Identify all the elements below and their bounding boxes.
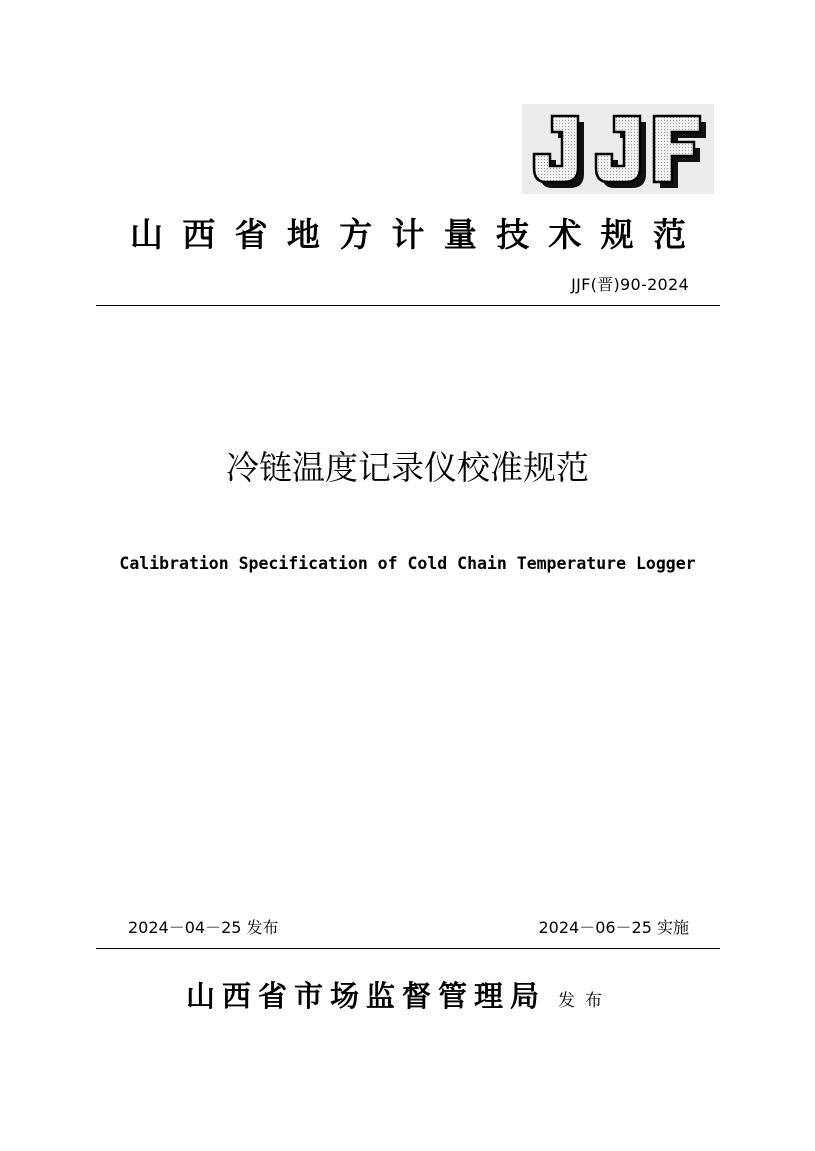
series-title-char: 西 — [182, 215, 216, 254]
series-title-char: 方 — [339, 215, 373, 254]
series-title-char: 技 — [496, 215, 530, 254]
series-title-char: 省 — [234, 215, 268, 254]
series-title-char: 地 — [286, 215, 320, 254]
implementation-date: 2024－06－25 实施 — [538, 918, 689, 937]
logo-letter-j2 — [596, 116, 640, 182]
series-title — [96, 212, 720, 258]
standard-number: JJF(晋)90-2024 — [571, 275, 689, 294]
publisher-line — [186, 974, 612, 1023]
series-title-char: 量 — [443, 215, 477, 254]
logo-letter-j1 — [534, 116, 578, 182]
document-title-cn: 冷链温度记录仪校准规范 — [226, 448, 589, 487]
series-title-char: 规 — [600, 215, 634, 254]
issue-date: 2024－04－25 发布 — [128, 918, 279, 937]
jjf-logo — [522, 104, 714, 194]
series-title-char: 山 — [130, 215, 163, 254]
top-divider — [96, 305, 720, 306]
publisher-suffix: 发布 — [558, 991, 613, 1011]
series-title-char: 术 — [548, 215, 582, 254]
series-title-char: 范 — [652, 215, 686, 254]
document-title-en: Calibration Specification of Cold Chain Temperature Logger — [119, 554, 696, 573]
series-title-char: 计 — [391, 215, 425, 254]
bottom-divider — [96, 948, 720, 949]
publisher-name: 山西省市场监督管理局 — [186, 979, 547, 1013]
jjf-logo-graphic — [522, 104, 714, 194]
